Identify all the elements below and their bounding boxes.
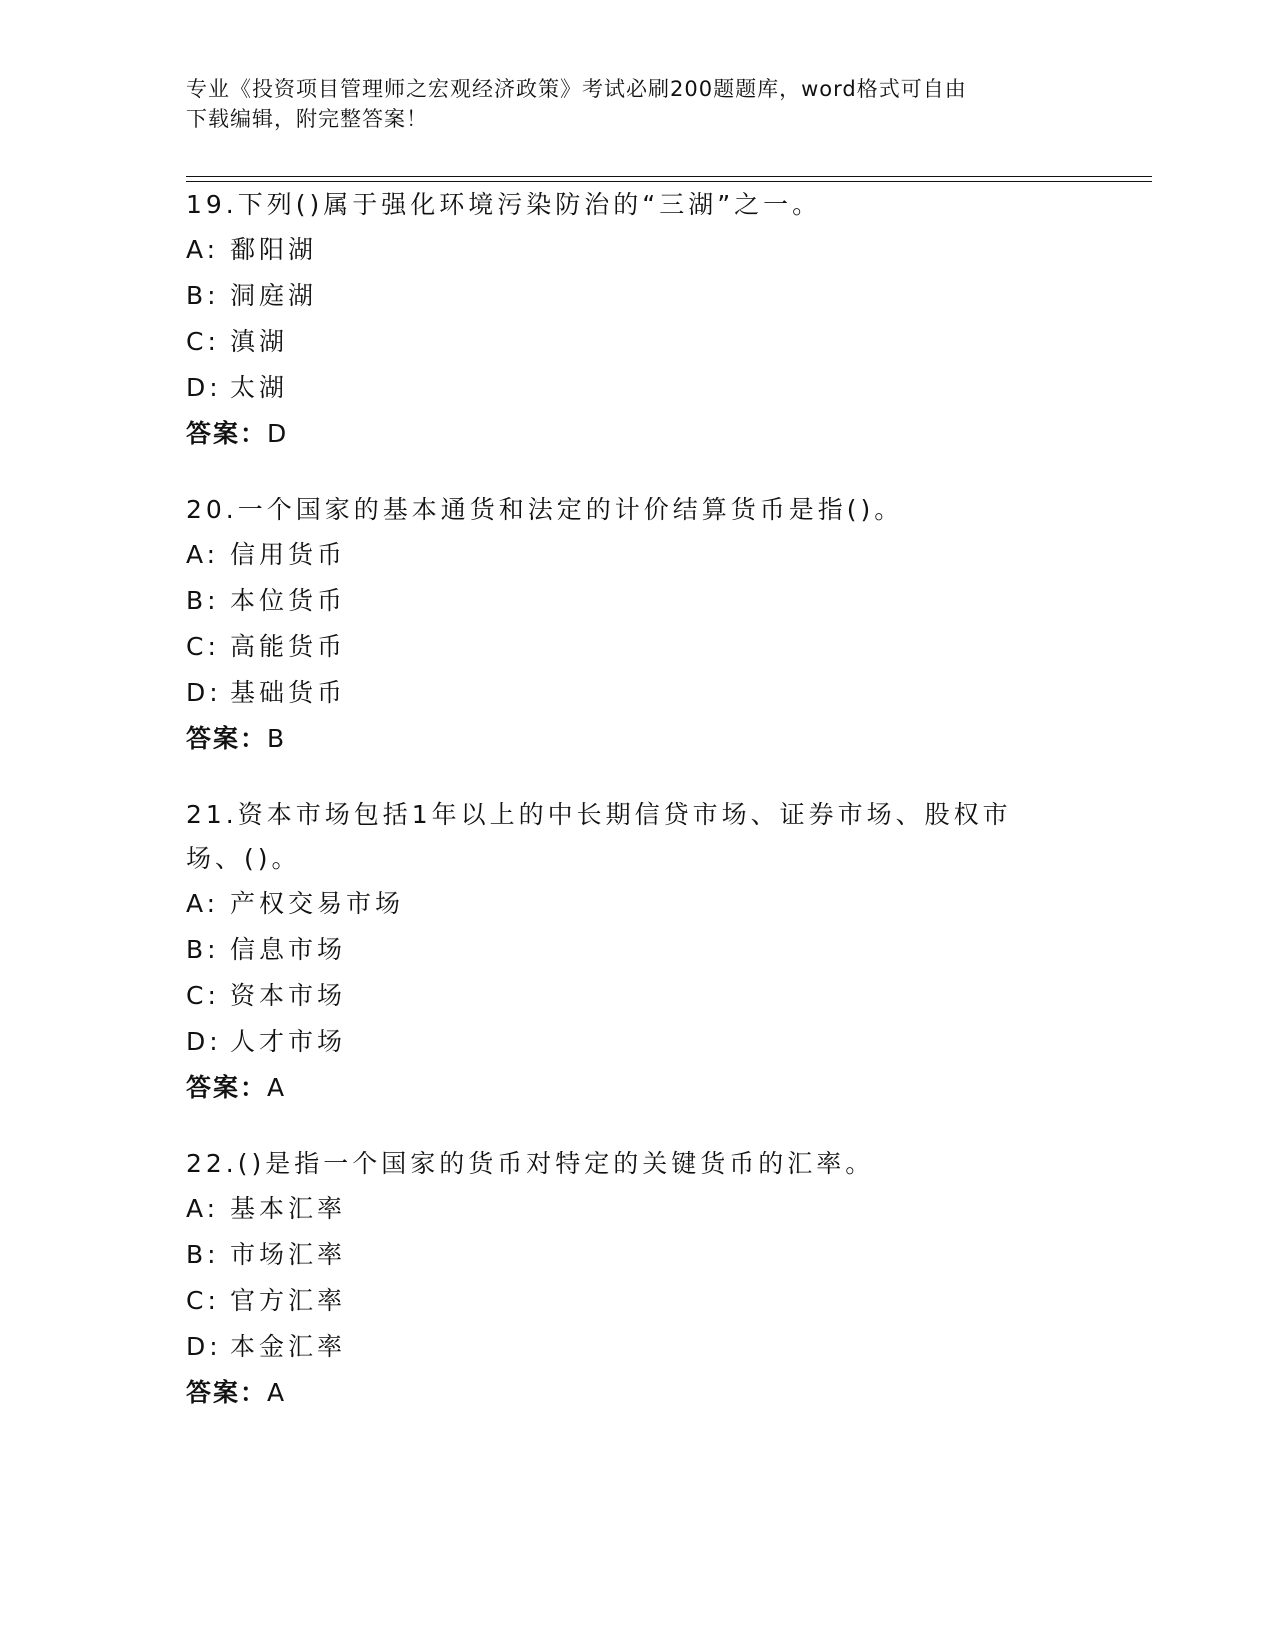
option-d — [186, 670, 1086, 716]
option-text: 本金汇率 — [230, 1332, 347, 1361]
option-text: 本位货币 — [230, 586, 347, 615]
answer-label: 答案： — [186, 724, 268, 753]
option-a — [186, 881, 1046, 927]
option-key: D: — [186, 373, 222, 402]
answer — [186, 1065, 1046, 1111]
answer — [186, 411, 1086, 457]
header-line-2: 下载编辑，附完整答案！ — [186, 107, 428, 131]
option-text: 鄱阳湖 — [230, 235, 318, 264]
option-d — [186, 1324, 1086, 1370]
option-key: C: — [186, 327, 220, 356]
option-key: D: — [186, 1332, 222, 1361]
answer-value: A — [267, 1073, 287, 1102]
option-text: 资本市场 — [230, 981, 347, 1010]
option-text: 信息市场 — [230, 935, 347, 964]
option-text: 基础货币 — [230, 678, 347, 707]
answer-label: 答案： — [186, 419, 268, 448]
question-19 — [186, 183, 1086, 457]
option-key: C: — [186, 1286, 220, 1315]
option-d — [186, 1019, 1046, 1065]
option-text: 基本汇率 — [230, 1194, 347, 1223]
answer-value: A — [267, 1378, 287, 1407]
option-text: 人才市场 — [230, 1027, 347, 1056]
option-text: 产权交易市场 — [230, 889, 405, 918]
option-b — [186, 578, 1086, 624]
option-key: A: — [186, 1194, 220, 1223]
option-key: B: — [186, 586, 220, 615]
option-a — [186, 1186, 1086, 1232]
answer — [186, 1370, 1086, 1416]
header-line-1: 专业《投资项目管理师之宏观经济政策》考试必刷200题题库，word格式可自由 — [186, 77, 967, 101]
answer-value: D — [267, 419, 289, 448]
option-key: B: — [186, 281, 220, 310]
option-d — [186, 365, 1086, 411]
option-c — [186, 319, 1086, 365]
option-text: 洞庭湖 — [230, 281, 318, 310]
answer-label: 答案： — [186, 1073, 268, 1102]
option-text: 滇湖 — [230, 327, 289, 356]
option-text: 高能货币 — [230, 632, 347, 661]
answer — [186, 716, 1086, 762]
option-c — [186, 1278, 1086, 1324]
option-key: B: — [186, 935, 220, 964]
question-stem: 21.资本市场包括1年以上的中长期信贷市场、证券市场、股权市场、()。 — [186, 800, 1012, 873]
option-b — [186, 927, 1046, 973]
option-a — [186, 227, 1086, 273]
header-divider-bottom — [186, 181, 1152, 182]
option-text: 官方汇率 — [230, 1286, 347, 1315]
option-key: C: — [186, 981, 220, 1010]
option-text: 市场汇率 — [230, 1240, 347, 1269]
option-key: D: — [186, 678, 222, 707]
header-divider-top — [186, 176, 1152, 177]
question-20 — [186, 488, 1086, 762]
option-b — [186, 1232, 1086, 1278]
question-21 — [186, 793, 1046, 1111]
question-stem: 20.一个国家的基本通货和法定的计价结算货币是指()。 — [186, 495, 904, 524]
question-22 — [186, 1142, 1086, 1416]
question-stem: 19.下列()属于强化环境污染防治的“三湖”之一。 — [186, 190, 822, 219]
question-stem: 22.()是指一个国家的货币对特定的关键货币的汇率。 — [186, 1149, 875, 1178]
answer-label: 答案： — [186, 1378, 268, 1407]
option-b — [186, 273, 1086, 319]
option-key: A: — [186, 235, 220, 264]
option-text: 信用货币 — [230, 540, 347, 569]
option-c — [186, 973, 1046, 1019]
document-header — [186, 74, 1066, 134]
option-a — [186, 532, 1086, 578]
option-key: D: — [186, 1027, 222, 1056]
option-key: C: — [186, 632, 220, 661]
option-key: B: — [186, 1240, 220, 1269]
answer-value: B — [267, 724, 287, 753]
option-text: 太湖 — [230, 373, 289, 402]
option-key: A: — [186, 889, 220, 918]
option-c — [186, 624, 1086, 670]
option-key: A: — [186, 540, 220, 569]
